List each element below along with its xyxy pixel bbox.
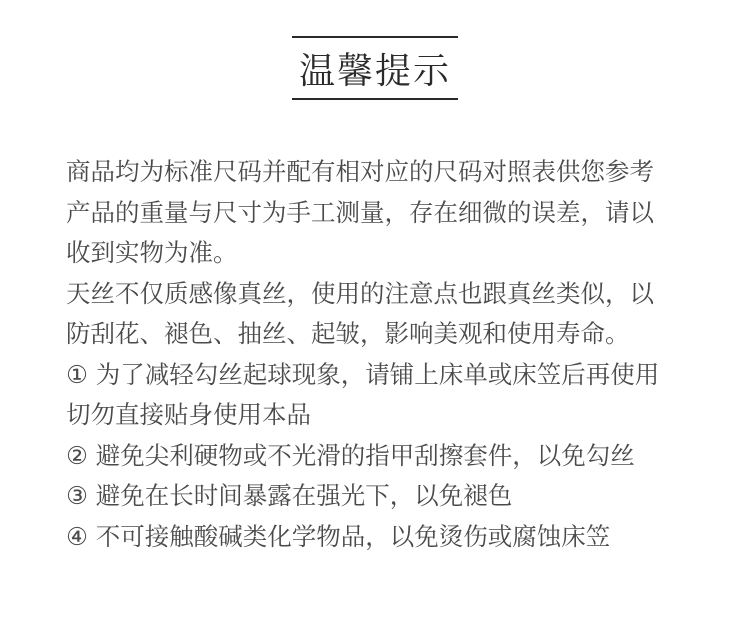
- notice-item-3: ③ 避免在长时间暴露在强光下，以免褪色: [66, 481, 513, 510]
- notice-item-1: ① 为了减轻勾丝起球现象，请铺上床单或床笠后再使用: [66, 359, 660, 389]
- page-title: 温馨提示: [298, 50, 451, 92]
- title-frame: [292, 36, 458, 100]
- notice-item-1-cont: 切勿直接贴身使用本品: [66, 400, 311, 429]
- notice-line: 防刮花、褪色、抽丝、起皱，影响美观和使用寿命。: [66, 319, 630, 348]
- notice-item-4: ④ 不可接触酸碱类化学物品，以免烫伤或腐蚀床笠: [66, 521, 611, 551]
- notice-item-2: ② 避免尖利硬物或不光滑的指甲刮擦套件，以免勾丝: [66, 440, 635, 470]
- notice-line: 收到实物为准。: [66, 238, 238, 267]
- notice-line: 商品均为标准尺码并配有相对应的尺码对照表供您参考: [66, 157, 654, 186]
- notice-body: [66, 152, 726, 557]
- notice-line: 天丝不仅质感像真丝，使用的注意点也跟真丝类似，以: [66, 278, 654, 308]
- notice-line: 产品的重量与尺寸为手工测量，存在细微的误差，请以: [66, 197, 654, 227]
